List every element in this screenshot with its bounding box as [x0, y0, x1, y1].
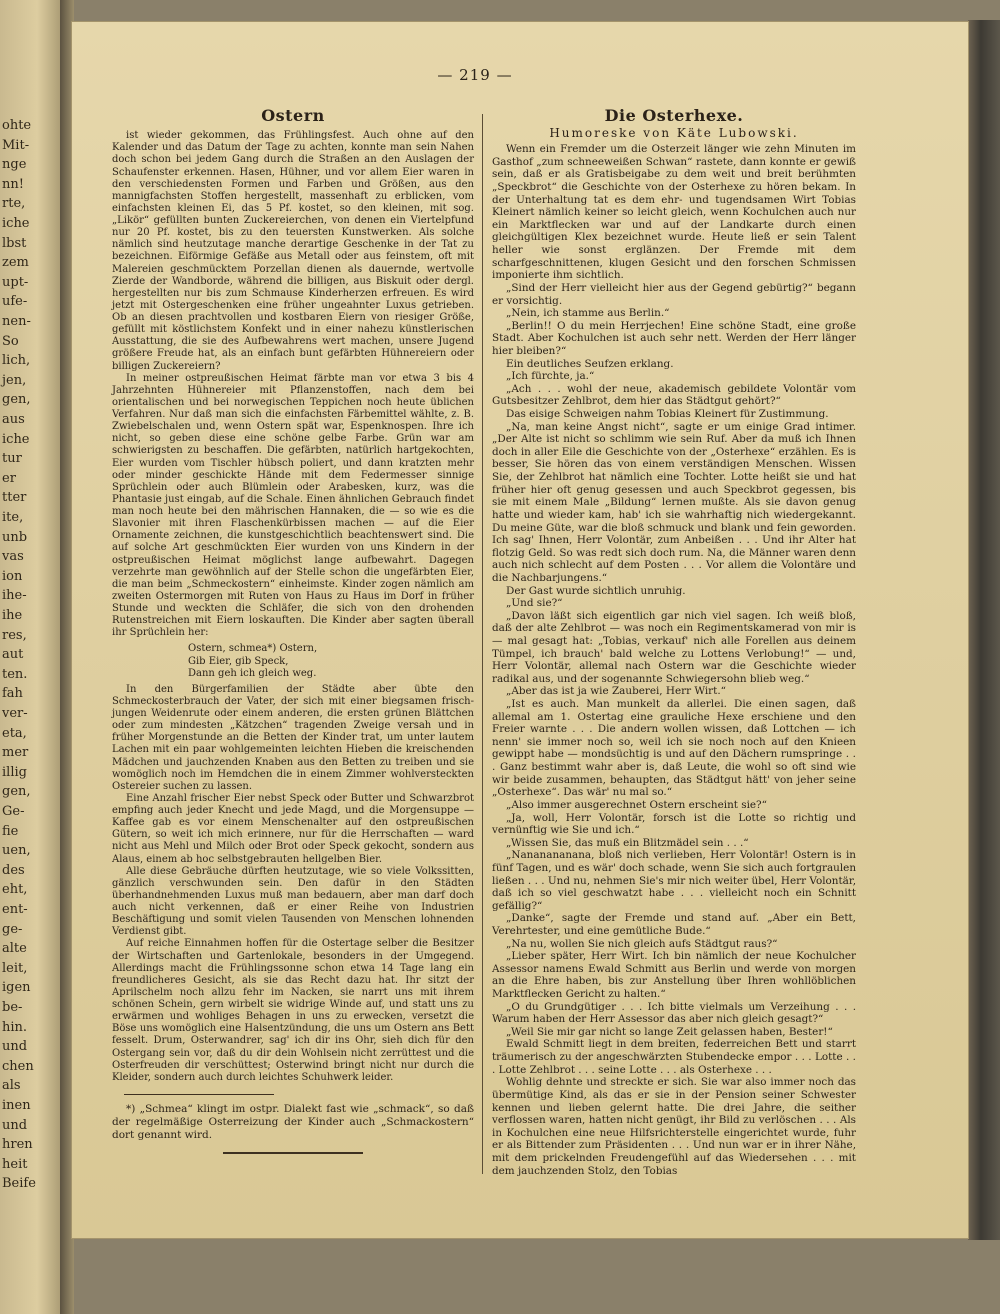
- margin-fragment: res,: [2, 627, 27, 643]
- margin-fragment: unb: [2, 529, 28, 545]
- margin-fragment: gen,: [2, 784, 31, 800]
- margin-fragment: aus: [2, 412, 25, 427]
- paragraph: „Berlin!! O du mein Herrjechen! Eine schöne Stadt, eine große Stadt. Aber Kochulchen ist auch sehr nett. Werden der Herr länger hier bleiben?“: [492, 319, 856, 357]
- article-title: Die Osterhexe.: [604, 106, 744, 125]
- margin-fragment: tur: [2, 451, 22, 467]
- margin-fragment: lbst: [2, 235, 27, 251]
- paragraph: Wohlig dehnte und streckte er sich. Sie war also immer noch das übermütige Kind, als das er sie in der Pension seiner Schwester kennen und lieben gelernt hatte. Die drei Jahre, die seither verflossen waren, hatten nicht genügt, ihr Bild zu verlöschen . . . Als in Kochulchen eine neue Hilfsrichterstelle eingerichtet wurde, fuhr er als Bittender zum Präsidenten . . . Und nun war er in ihrer Nähe, mit dem prickelnden Freudengefühl auf das Wiedersehen . . . mit dem jauchzenden Stolz, den Tobias: [492, 1076, 856, 1177]
- verse: [188, 643, 474, 679]
- margin-fragment: eta,: [2, 725, 27, 741]
- margin-fragment: nge: [2, 157, 27, 173]
- paragraph: In den Bürgerfamilien der Städte aber übte den Schmeckosterbrauch der Vater, der sich mit einer biegsamen frisch-jungen Weidenrute oder einem anderen, die ersten grünen Blättchen oder zum mindesten „Kätzchen“ tragenden Zweige versah und in früher Morgenstunde an die Betten der Kinder trat, um unter lautem Lachen mit ein paar wohlgemeinten leichten Hieben die kreischenden Mädchen und jauchzenden Knaben aus den Betten zu treiben und sie womöglich noch im Hemdchen die in einem Zimmer wohlversteckten Ostereier suchen zu lassen.: [112, 683, 474, 792]
- margin-fragment: leit,: [2, 960, 28, 976]
- margin-fragment: Beife: [2, 1176, 36, 1192]
- margin-fragment: iche: [2, 431, 30, 447]
- paragraph: „Na, man keine Angst nicht“, sagte er um einige Grad intimer. „Der Alte ist nicht so schlimm wie sein Ruf. Aber da muß ich Ihnen doch in aller Eile die Geschichte von der „Osterhexe“ erzählen. Es is besser, Sie hören das von einem verständigen Menschen. Wissen Sie, der Zehlbrot hat nämlich eine Tochter. Lotte heißt sie und hat früher hier oft genug gesessen und auch Speckbrot gegessen, bis sie mit einem Male „Bildung“ lernen mußte. Als sie davon genug hatte und wieder kam, hab' ich sie wahrhaftig nich wiedergekannt. Du meine Güte, war die bloß schmuck und blank und fein geworden. Ich sag' Ihnen, Herr Volontär, zum Anbeißen . . . Und ihr Alter hat flotzig Geld. So was redt sich doch rum. Na, die Männer waren denn auch nich schlecht auf dem Posten . . . Vor allem die Volontäre und die Nachbarjungens.“: [492, 420, 856, 584]
- paragraph: „Lieber später, Herr Wirt. Ich bin nämlich der neue Kochulcher Assessor namens Ewald Schmitt aus Berlin und werde von morgen an die Ehre haben, bis zur Anstellung über Ihren wohllöblichen Marktflecken Gericht zu halten.“: [492, 950, 856, 1001]
- margin-fragment: fah: [2, 686, 23, 702]
- margin-fragment: gen,: [2, 392, 31, 408]
- margin-fragment: als: [2, 1078, 21, 1094]
- verse-line: Dann geh ich gleich weg.: [188, 667, 317, 679]
- margin-fragment: fie: [2, 823, 19, 839]
- paragraph: „Nein, ich stamme aus Berlin.“: [506, 307, 670, 320]
- margin-fragment: Ge-: [2, 804, 25, 819]
- margin-fragment: uen,: [2, 843, 31, 859]
- footnote-divider: [124, 1094, 274, 1095]
- margin-fragment: eht,: [2, 882, 28, 898]
- paragraph: „Weil Sie mir gar nicht so lange Zeit gelassen haben, Bester!“: [506, 1025, 833, 1038]
- margin-fragment: ite,: [2, 510, 24, 525]
- paragraph: Ein deutliches Seufzen erklang.: [506, 357, 674, 370]
- margin-fragment: des: [2, 862, 25, 878]
- margin-fragment: illig: [2, 764, 27, 780]
- margin-fragment: ufe-: [2, 294, 28, 310]
- margin-fragment: ohte: [2, 118, 32, 133]
- margin-fragment: igen: [2, 980, 31, 996]
- article-title: Ostern: [261, 106, 325, 125]
- paragraph: „Wissen Sie, das muß ein Blitzmädel sein . . .“: [506, 836, 749, 849]
- article-subtitle: Humoreske von Käte Lubowski.: [549, 125, 799, 140]
- margin-fragment: und: [2, 1039, 28, 1055]
- paragraph: Wenn ein Fremder um die Osterzeit länger wie zehn Minuten im Gasthof „zum schneeweißen Schwan“ rastete, dann konnte er gewiß sein, daß er als Gratisbeigabe zu dem weit und breit berühmten „Speckbrot“ die Geschichte von der Osterhexe zu hören bekam. In der Unterhaltung tat es dem ehr- und tugendsamen Wirt Tobias Kleinert nämlich keiner so leicht gleich, wenn Kochulchen auch nur ein Marktflecken war und auf der Landkarte durch einen gleichgültigen Klex bezeichnet wurde. Heute ließ er sein Talent heller wie sonst erglänzen. Der Fremde mit dem scharfgeschnittenen, klugen Gesicht und den forschen Schmissen imponierte ihm sichtlich.: [492, 143, 856, 282]
- paragraph: „Ist es auch. Man munkelt da allerlei. Die einen sagen, daß allemal am 1. Ostertag eine grauliche Hexe erschiene und den Freier warnte . . . Die andern wollen wissen, daß Lottchen — ich nenn' sie immer noch so, weil ich sie noch noch auf den Knieen gewippt habe — mondsüchtig is und auf den Dächern rumspringe . . . Ganz bestimmt wahr aber is, daß Leute, die wohl so oft sind wie wir beide zusammen, behaupten, das Städtgut hätt' von jeher seine „Osterhexe“. Das wär' nu mal so.“: [492, 698, 856, 799]
- page-number: — 219 —: [437, 66, 513, 84]
- margin-fragment: tter: [2, 490, 27, 506]
- margin-fragment: aut: [2, 647, 24, 663]
- margin-fragment: hin.: [2, 1019, 28, 1035]
- margin-fragment: be-: [2, 1000, 23, 1015]
- margin-fragment: mer: [2, 745, 29, 761]
- paragraph: „Ja, woll, Herr Volontär, forsch ist die Lotte so richtig und vernünftig wie Sie und ich.“: [492, 811, 856, 837]
- paragraph: „Davon läßt sich eigentlich gar nich viel sagen. Ich weiß bloß, daß der alte Zehlbrot — was noch ein Regimentskamerad von mir is — mal gesagt hat: „Tobias, verkauf' nich alle Forellen aus deinem Tümpel, ich brauch' bald welche zu Lottens Verlobung!“ — und, Herr Volontär, allemal nach Ostern war die Geschichte wieder radikal aus, und der sogenannte Schwiegersohn blieb weg.“: [492, 609, 856, 685]
- margin-fragment: zem: [2, 255, 29, 271]
- paragraph: Der Gast wurde sichtlich unruhig.: [506, 584, 686, 597]
- margin-fragment: er: [2, 470, 16, 486]
- margin-fragment: nn!: [2, 176, 24, 192]
- margin-fragment: und: [2, 1117, 28, 1133]
- paragraph: „Also immer ausgerechnet Ostern erscheint sie?“: [506, 798, 767, 811]
- paragraph: Das eisige Schweigen nahm Tobias Kleinert für Zustimmung.: [506, 408, 829, 421]
- margin-fragment: chen: [2, 1058, 34, 1074]
- margin-fragment: rte,: [2, 196, 26, 212]
- paragraph: Alle diese Gebräuche dürften heutzutage, wie so viele Volkssitten, gänzlich verschwunden sein. Den dafür in den Städten überhandnehmenden Luxus muß man bedauern, aber man darf doch auch nicht verkennen, daß er einer Reihe von Industrien Beschäftigung und somit vielen Tausenden von Menschen lohnenden Verdienst gibt.: [112, 865, 474, 938]
- margin-fragment: ten.: [2, 666, 28, 682]
- paragraph: Auf reiche Einnahmen hoffen für die Ostertage selber die Besitzer der Wirtschaften und Gartenlokale, besonders in der Umgegend. Allerdings macht die Frühlingssonne schon etwa 14 Tage lang ein freundlicheres Gesicht, als sie das Recht dazu hat. Ihr sitzt der Aprilschelm noch allzu fehr im Nacken, sie narrt uns mit ihrem schönen Schein, gern wirbelt sie widrige Winde auf, und statt uns zu erwärmen und wohliges Behagen in uns zu erwecken, versetzt die Böse uns womöglich eine Halsentzündung, die uns um Ostern ans Bett fesselt. Drum, Osterwandrer, sag' ich dir ins Ohr, sieh dich für den Ostergang sein vor, daß du dir dein Wohlsein nicht zerrüttest und die Osterfreuden dir verschüttest; Osterwind bringt nicht nur durch die Kleider, sondern auch durch leichtes Schuhwerk leider.: [112, 938, 474, 1083]
- paragraph: „Ach . . . wohl der neue, akademisch gebildete Volontär vom Gutsbesitzer Zehlbrot, dem hier das Städtgut gehört?“: [492, 382, 856, 408]
- end-rule: [223, 1152, 363, 1154]
- margin-fragment: upt-: [2, 274, 29, 290]
- margin-fragment: ihe: [2, 608, 23, 623]
- article-osterhexe: [492, 106, 857, 1177]
- margin-fragment: iche: [2, 216, 30, 231]
- footnote: *) „Schmea“ klingt im ostpr. Dialekt fast wie „schmack“, so daß der regelmäßige Osterreizung der Kinder auch „Schmackostern“ dort genannt wird.: [112, 1102, 474, 1141]
- margin-fragment: ion: [2, 568, 23, 584]
- paragraph: „O du Grundgütiger . . . Ich bitte vielmals um Verzeihung . . . Warum haben der Herr Assessor das aber nich gleich gesagt?“: [492, 1000, 856, 1026]
- margin-fragment: hren: [2, 1137, 33, 1153]
- article-ostern: [112, 106, 474, 1154]
- paragraph: „Und sie?“: [506, 597, 563, 610]
- margin-fragment: heit: [2, 1156, 28, 1172]
- margin-fragment: ihe-: [2, 588, 27, 604]
- book-binding-edge: [968, 20, 1000, 1240]
- margin-fragment: ent-: [2, 902, 28, 917]
- paragraph: „Aber das ist ja wie Zauberei, Herr Wirt.“: [506, 685, 726, 698]
- margin-fragment: Mit-: [2, 137, 30, 153]
- margin-fragment: alte: [2, 941, 27, 957]
- margin-fragment: ver-: [2, 706, 28, 721]
- margin-fragment: nen-: [2, 314, 31, 329]
- margin-fragment: vas: [2, 549, 24, 565]
- paragraph: Ewald Schmitt liegt in dem breiten, federreichen Bett und starrt träumerisch zu der angeschwärzten Stubendecke empor . . . Lotte . . . Lotte Zehlbrot . . . seine Lotte . . . als Osterhexe . . .: [492, 1038, 856, 1076]
- paragraph: „Na nu, wollen Sie nich gleich aufs Städtgut raus?“: [506, 937, 778, 950]
- previous-page-edge: [0, 0, 62, 1314]
- paragraph: „Sind der Herr vielleicht hier aus der Gegend gebürtig?“ begann er vorsichtig.: [492, 281, 856, 307]
- paragraph: Eine Anzahl frischer Eier nebst Speck oder Butter und Schwarzbrot empfing auch jeder Knecht und jede Magd, und die Morgensuppe — Kaffee gab es vor einem Menschenalter auf den ostpreußischen Gütern, so weit ich mich erinnere, nur für die Herrschaften — ward nicht aus Mehl und Milch oder Brot oder Speck gekocht, sondern aus Alaus, einem ab hoc selbstgebrauten hellgelben Bier.: [112, 792, 474, 865]
- verse-line: Gib Eier, gib Speck,: [188, 655, 289, 667]
- paragraph: „Danke“, sagte der Fremde und stand auf. „Aber ein Bett, Verehrtester, und eine gemütliche Bude.“: [492, 912, 856, 937]
- margin-fragment: So: [2, 333, 19, 349]
- margin-fragment: jen,: [2, 372, 27, 388]
- paragraph: In meiner ostpreußischen Heimat färbte man vor etwa 3 bis 4 Jahrzehnten Hühnereier mit Pflanzenstoffen, nach dem bei orientalischen und bei norwegischen Teppichen noch heute üblichen Verfahren. Nur daß man sich die einfachsten Färbemittel wählte, z. B. Zwiebelschalen und, wenn Ostern spät war, Espenknospen. Ihre ich nicht, so geben diese eine schöne gelbe Farbe. Grün war am schwierigsten zu beschaffen. Die gefärbten, natürlich hartgekochten, Eier wurden vom Tischler hübsch poliert, und dann kratzten mehr oder minder geschickte Hände mit dem Federmesser sinnige Sprüchlein oder auch Blümlein oder Arabesken, kurz, was die Phantasie just eingab, auf die Schale. Einen ähnlichen Gebrauch findet man noch heute bei den mährischen Hannaken, die — so wie es die Slavonier mit ihren Flaschenkürbissen machen — auf die Eier Ornamente zeichnen, die kunstgeschichtlich beachtenswert sind. Die auf solche Art geschmückten Eier wurden von uns Kindern in der ostpreußischen Heimat möglichst lange aufbewahrt. Dagegen verzehrte man gewöhnlich auf der Stelle schon die ungefärbten Eier, die man beim „Schmeckostern“ einheimste. Kinder zogen nämlich am zweiten Ostermorgen mit Ruten von Haus zu Haus im Dorf in früher Stunde und weckten die Schläfer, die sich von den drohenden Rutenstreichen mit Eiern loskauften. Die Kinder aber sagten überall ihr Sprüchlein her:: [112, 372, 474, 639]
- verse-line: Ostern, schmea*) Ostern,: [188, 643, 318, 655]
- paragraph: „Nananananana, bloß nich verlieben, Herr Volontär! Ostern is in fünf Tagen, und es wär' doch schade, wenn Sie sich auch fortgraulen ließen . . . Und nu, nehmen Sie's mir nich weiter übel, Herr Volontär, daß ich so viel geschwatzt habe . . . vielleicht noch ein Schnitt gefällig?“: [492, 849, 857, 912]
- margin-fragment: ge-: [2, 921, 23, 937]
- margin-fragment: inen: [2, 1098, 31, 1113]
- column-divider: [482, 114, 483, 1174]
- margin-fragment: lich,: [2, 353, 31, 369]
- paragraph: „Ich fürchte, ja.“: [506, 370, 595, 383]
- paragraph: ist wieder gekommen, das Frühlingsfest. Auch ohne auf den Kalender und das Datum der Tage zu achten, konnte man sein Nahen doch schon bei jedem Gang durch die Straßen an den Auslagen der Schaufenster erkennen. Hasen, Hühner, und vor allem Eier waren in den verschiedensten Formen und Farben und Größen, aus den mannigfachsten Stoffen hergestellt, massenhaft zu erblicken, vom einfachsten kleinen Ei, das 5 Pf. kostet, so den kleinen, mit sog. „Likör“ gefüllten bunten Zuckereierchen, von denen ein Viertelpfund nur 20 Pf. kostet, bis zu den teuersten Kunstwerken. Als solche nämlich sind heutzutage manche derartige Geschenke in der Tat zu bezeichnen. Eiförmige Gefäße aus Metall oder aus feinstem, oft mit Malereien geschmücktem Porzellan dienen als dauernde, wertvolle Zierde der Wandborde, während die billigen, aus Biskuit oder dergl. hergestellten nur bis zum Schmause Kinderherzen erfreuen. Es wird jetzt mit Ostergeschenken eine früher ungeahnter Luxus getrieben. Ob an diesen prachtvollen und kostbaren Eiern von riesiger Größe, gefüllt mit köstlichstem Konfekt und in einer nahezu künstlerischen Ausstattung, die sie des Aufbewahrens wert machen, unsere Jugend größere Freude hat, als an einfach bunt gefärbten Hühnereiern oder billigen Zuckereiern?: [112, 130, 474, 372]
- story-body: [492, 143, 856, 1177]
